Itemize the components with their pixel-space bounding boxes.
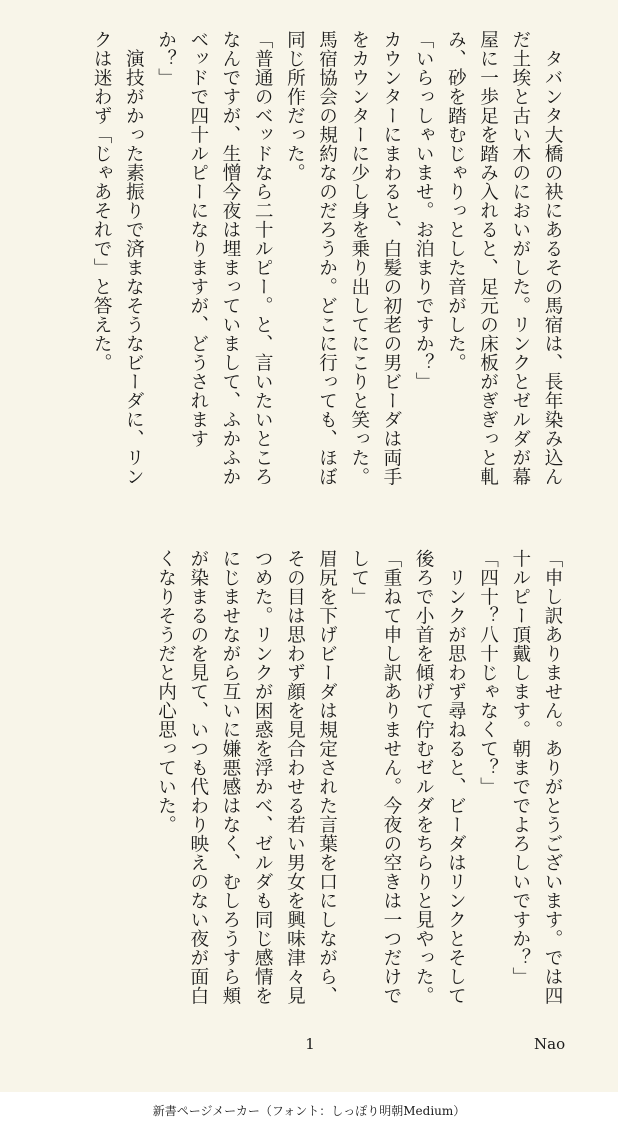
paragraph: 「四十？八十じゃなくて？」	[477, 549, 499, 796]
paragraph: カウンターにまわると、白髪の初老の男ビーダは両手をカウンターに少し身を乗り出してにこりと笑った。馬宿協会の規約なのだろうか。どこに行っても、ほぼ同じ所作だった。	[284, 30, 402, 486]
paragraph: タバンタ大橋の袂にあるその馬宿は、長年染み込んだ土埃と古い木のにおいがした。リンクとゼルダが幕屋に一歩足を踏み入れると、足元の床板がぎぎっと軋み、砂を踏むじゃりっとした音がした。	[445, 30, 563, 486]
paragraph: 「重ねて申し訳ありません。今夜の空きは一つだけでして」	[348, 549, 402, 1005]
paragraph: 「いらっしゃいませ。お泊まりですか？」	[413, 30, 435, 391]
author-name: Nao	[534, 1035, 566, 1053]
paragraph: 演技がかった素振りで済まなそうなビーダに、リンクは迷わず「じゃあそれで」と答えた。	[91, 30, 145, 486]
paragraph: リンクが思わず尋ねると、ビーダはリンクとそして後ろで小首を傾げて佇むゼルダをちらりと見やった。	[413, 549, 467, 1005]
page-number: 1	[305, 1035, 315, 1053]
upper-text-block	[48, 30, 568, 492]
paragraph: 「普通のベッドなら二十ルピー。と、言いたいところなんですが、生憎今夜は埋まっていまして、ふかふかベッドで四十ルピーになりますが、どうされますか？」	[155, 30, 274, 486]
paragraph: 眉尻を下げビーダは規定された言葉を口にしながら、その目は思わず顔を見合わせる若い男女を興味津々見つめた。リンクが困惑を浮かべ、ゼルダも同じ感情をにじませながら互いに嫌悪感はなく、むしろうすら頬が染まるのを見て、いつも代わり映えのない夜が面白くなりそうだと内心思っていた。	[155, 549, 338, 1005]
footer-credit: 新書ページメーカー（フォント：しっぽり明朝Medium）	[152, 1104, 466, 1118]
lower-text-block	[48, 549, 568, 1011]
paragraph: 「申し訳ありません。ありがとうございます。では四十ルピー頂戴します。朝まででよろしいですか？」	[509, 549, 563, 1005]
